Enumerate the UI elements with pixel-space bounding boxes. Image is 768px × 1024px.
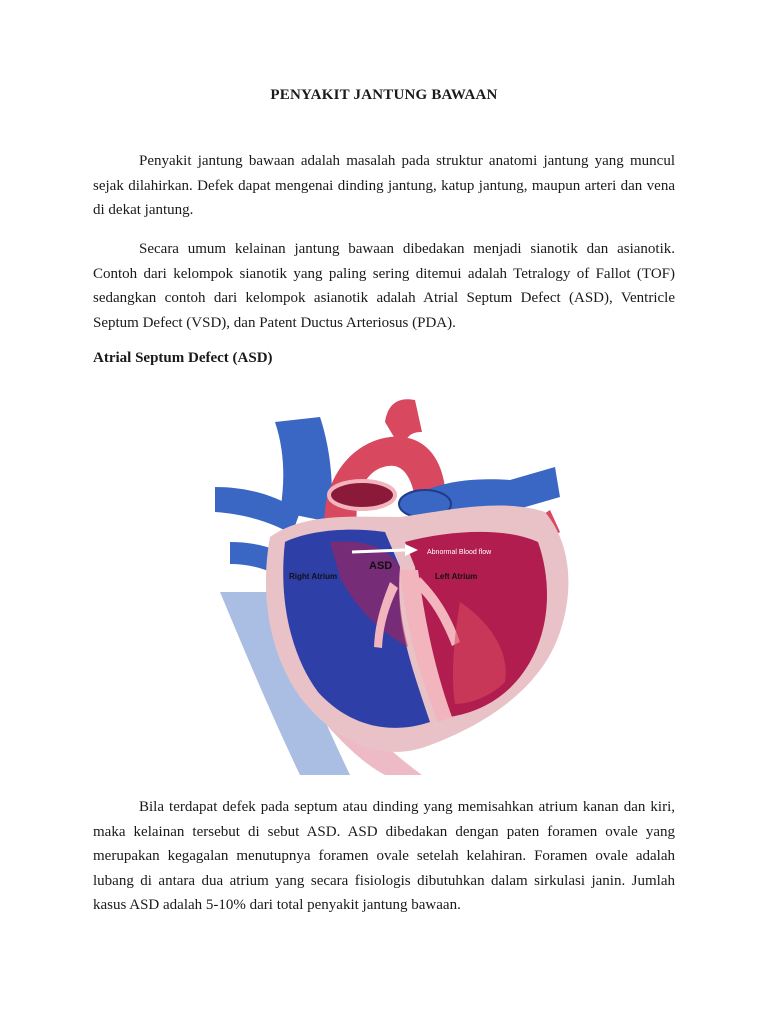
section-heading-asd: Atrial Septum Defect (ASD): [93, 350, 273, 366]
paragraph-intro: Penyakit jantung bawaan adalah masalah pada struktur anatomi jantung yang muncul sejak dilahirkan. Defek dapat mengenai dinding jantung, katup jantung, maupun arteri dan vena di dekat jantung.: [93, 153, 675, 218]
label-asd: ASD: [369, 560, 393, 572]
label-abnormal-flow: Abnormal Blood flow: [427, 549, 492, 556]
label-left-atrium: Left Atrium: [435, 572, 478, 581]
abnormal-flow-arrow: [352, 550, 405, 552]
paragraph-asd-description: Bila terdapat defek pada septum atau dinding yang memisahkan atrium kanan dan kiri, maka kelainan tersebut di sebut ASD. ASD dibedakan dengan paten foramen ovale yang merupakan kegagalan menutupnya foramen ovale setelah kelahiran. Foramen ovale adalah lubang di antara dua atrium yang secara fisiologis dibutuhkan dalam sirkulasi janin. Jumlah kasus ASD adalah 5-10% dari total penyakit jantung bawaan.: [93, 799, 675, 913]
heart-asd-illustration: [160, 392, 607, 775]
page-title: PENYAKIT JANTUNG BAWAAN: [270, 87, 498, 103]
label-right-atrium: Right Atrium: [289, 572, 338, 581]
aorta-opening: [329, 481, 395, 509]
paragraph-classification: Secara umum kelainan jantung bawaan dibedakan menjadi sianotik dan asianotik. Contoh dari kelompok sianotik yang paling sering ditemui adalah Tetralogy of Fallot (TOF) sedangkan contoh dari kelompok asianotik adalah Atrial Septum Defect (ASD), Ventricle Septum Defect (VSD), dan Patent Ductus Arteriosus (PDA).: [93, 241, 675, 331]
